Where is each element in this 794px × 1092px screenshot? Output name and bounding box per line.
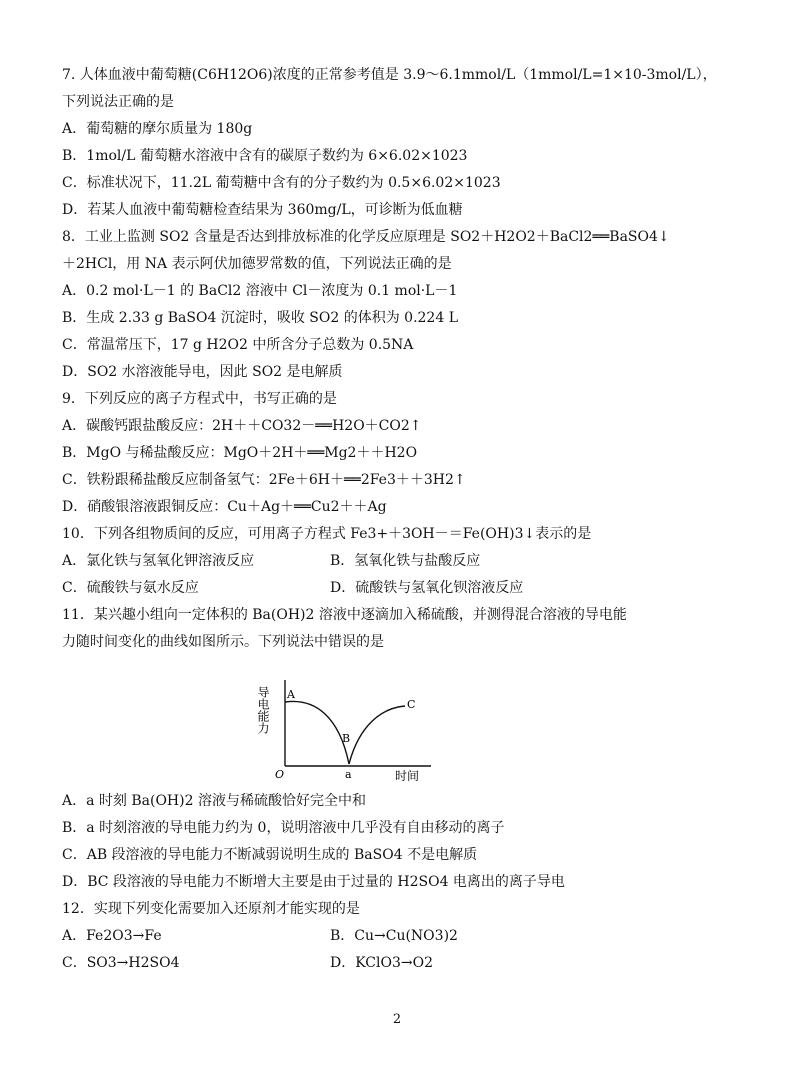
q10-options-ab (62, 548, 742, 575)
q7-stem-2 (62, 89, 742, 116)
q7-stem (62, 62, 742, 89)
conductivity-graph (255, 676, 435, 784)
q7-option-d: D．若某人血液中葡萄糖检查结果为 360mg/L，可诊断为低血糖 (62, 202, 463, 218)
origin-label: O (275, 768, 285, 781)
q9-option-c: C．铁粉跟稀盐酸反应制备氢气：2Fe＋6H＋══2Fe3＋＋3H2↑ (62, 472, 466, 488)
q11-stem-2: 力随时间变化的曲线如图所示。下列说法中错误的是 (62, 634, 384, 650)
q11-option-b: B．a 时刻溶液的导电能力约为 0，说明溶液中几乎没有自由移动的离子 (62, 820, 505, 836)
q7-option-b: B．1mol/L 葡萄糖水溶液中含有的碳原子数约为 6×6.02×1023 (62, 148, 468, 164)
q12-option-d: D．KClO3→O2 (330, 955, 433, 971)
q7-option-a: A．葡萄糖的摩尔质量为 180g (62, 121, 253, 137)
q8-stem-2: ＋2HCl，用 NA 表示阿伏加德罗常数的值，下列说法正确的是 (62, 256, 452, 272)
q10-options-cd (62, 575, 742, 602)
q10-option-a: A．氯化铁与氢氧化钾溶液反应 (62, 553, 255, 569)
q12-stem: 12．实现下列变化需要加入还原剂才能实现的是 (62, 901, 360, 917)
point-c-label: C (407, 698, 416, 711)
q8-option-c: C．常温常压下，17 g H2O2 中所含分子总数为 0.5NA (62, 337, 414, 353)
q9-stem: 9．下列反应的离子方程式中，书写正确的是 (62, 391, 337, 407)
page-number: 2 (392, 1012, 402, 1027)
q11-option-c: C．AB 段溶液的导电能力不断减弱说明生成的 BaSO4 不是电解质 (62, 847, 478, 863)
q7-stem-line1: 7. 人体血液中葡萄糖(C6H12O6)浓度的正常参考值是 3.9～6.1mmol/L（1mmol/L=1×10-3mol/L）， (62, 67, 717, 83)
q12-options-cd (62, 950, 742, 977)
x-axis-label: 时间 (395, 769, 420, 783)
q10-option-c: C．硫酸铁与氨水反应 (62, 580, 199, 596)
curve-bc (349, 706, 405, 764)
q10-stem: 10．下列各组物质间的反应，可用离子方程式 Fe3+＋3OH－＝Fe(OH)3↓表示的是 (62, 526, 592, 542)
q11-option-a: A．a 时刻 Ba(OH)2 溶液与稀硫酸恰好完全中和 (62, 793, 366, 809)
q8-option-b: B．生成 2.33 g BaSO4 沉淀时，吸收 SO2 的体积为 0.224 L (62, 310, 458, 326)
point-a-label: A (287, 688, 295, 701)
q9-option-b: B．MgO 与稀盐酸反应：MgO＋2H＋══Mg2＋＋H2O (62, 445, 418, 461)
question-sheet (62, 62, 742, 977)
q11-stem: 11．某兴趣小组向一定体积的 Ba(OH)2 溶液中逐滴加入稀硫酸，并测得混合溶液的导电能 (62, 607, 627, 623)
q8-stem: 8．工业上监测 SO2 含量是否达到排放标准的化学反应原理是 SO2＋H2O2＋BaCl2══BaSO4↓ (62, 229, 670, 245)
q8-option-a: A．0.2 mol·L－1 的 BaCl2 溶液中 Cl－浓度为 0.1 mol·L－1 (62, 283, 458, 299)
q11-option-d: D．BC 段溶液的导电能力不断增大主要是由于过量的 H2SO4 电离出的离子导电 (62, 874, 565, 890)
q8-option-d: D．SO2 水溶液能导电，因此 SO2 是电解质 (62, 364, 343, 380)
curve-ab (285, 701, 349, 764)
q7-stem-line2: 下列说法正确的是 (62, 94, 174, 110)
q10-option-b: B．氢氧化铁与盐酸反应 (330, 553, 481, 569)
y-axis-label: 导电能力 (256, 686, 270, 734)
q9-option-a: A．碳酸钙跟盐酸反应：2H＋＋CO32－══H2O＋CO2↑ (62, 418, 422, 434)
q12-options-ab (62, 923, 742, 950)
q12-option-b: B．Cu→Cu(NO3)2 (330, 928, 458, 944)
q12-option-a: A．Fe2O3→Fe (62, 928, 162, 944)
point-b-label: B (342, 732, 351, 745)
q12-option-c: C．SO3→H2SO4 (62, 955, 180, 971)
q10-option-d: D．硫酸铁与氢氧化钡溶液反应 (330, 580, 524, 596)
q7-option-c: C．标准状况下，11.2L 葡萄糖中含有的分子数约为 0.5×6.02×1023 (62, 175, 501, 191)
q9-option-d: D．硝酸银溶液跟铜反应：Cu＋Ag＋══Cu2＋＋Ag (62, 499, 387, 515)
x-mark-label: a (345, 768, 352, 781)
